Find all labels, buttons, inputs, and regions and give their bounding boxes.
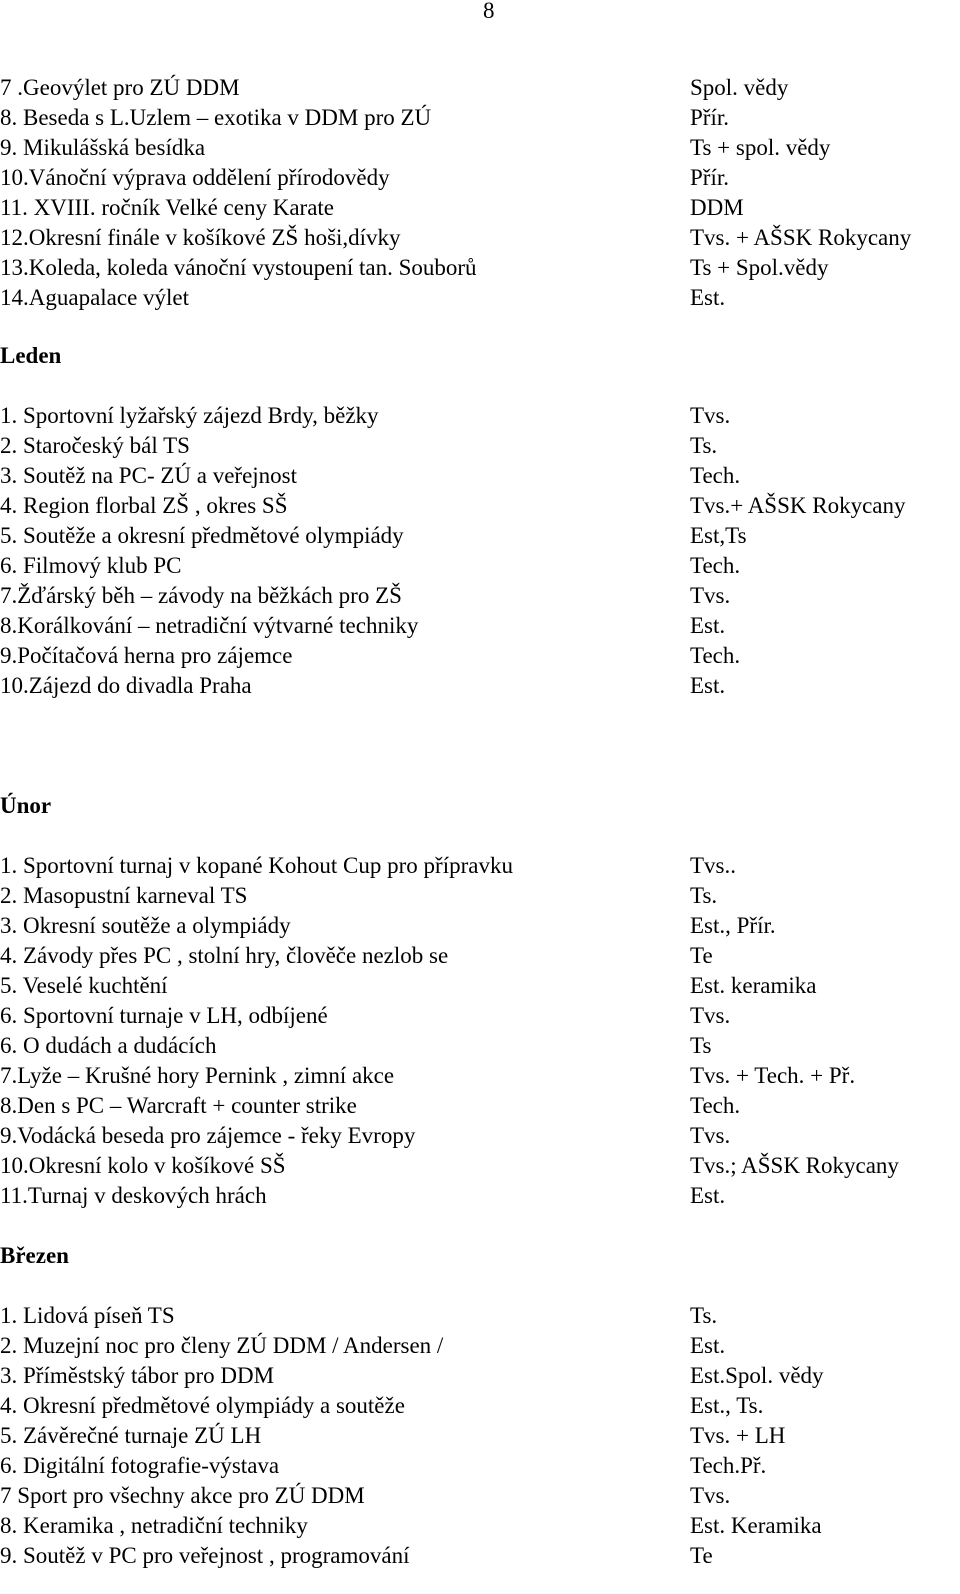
activity-name: 9. Mikulášská besídka xyxy=(0,135,206,160)
activity-name: 10.Vánoční výprava oddělení přírodovědy xyxy=(0,165,390,190)
list-item xyxy=(0,671,960,701)
department: Tvs. xyxy=(690,1123,731,1148)
list-item xyxy=(0,521,960,551)
activity-name: 2. Muzejní noc pro členy ZÚ DDM / Andersen / xyxy=(0,1333,444,1358)
activity-name: 11. XVIII. ročník Velké ceny Karate xyxy=(0,195,335,220)
section-list-unor xyxy=(0,851,960,1211)
list-item xyxy=(0,1451,960,1481)
list-item xyxy=(0,103,960,133)
department: DDM xyxy=(690,195,744,220)
department: Tvs.+ AŠSK Rokycany xyxy=(690,493,906,518)
department: Te xyxy=(690,943,713,968)
activity-name: 4. Závody přes PC , stolní hry, člověče nezlob se xyxy=(0,943,449,968)
department: Ts. xyxy=(690,883,718,908)
department: Te xyxy=(690,1543,713,1568)
activity-name: 14.Aguapalace výlet xyxy=(0,285,190,310)
activity-name: 8. Beseda s L.Uzlem – exotika v DDM pro ZÚ xyxy=(0,105,432,130)
list-item xyxy=(0,581,960,611)
department: Tvs. xyxy=(690,1483,731,1508)
activity-name: 13.Koleda, koleda vánoční vystoupení tan. Souborů xyxy=(0,255,477,280)
list-item xyxy=(0,431,960,461)
activity-name: 5. Soutěže a okresní předmětové olympiády xyxy=(0,523,404,548)
activity-name: 1. Sportovní lyžařský zájezd Brdy, běžky xyxy=(0,403,379,428)
section-heading-unor: Únor xyxy=(0,793,52,818)
activity-name: 9.Počítačová herna pro zájemce xyxy=(0,643,293,668)
list-item xyxy=(0,491,960,521)
section-list-leden xyxy=(0,401,960,701)
list-item xyxy=(0,881,960,911)
activity-name: 7 .Geovýlet pro ZÚ DDM xyxy=(0,75,240,100)
list-item xyxy=(0,1061,960,1091)
department: Tvs. + LH xyxy=(690,1423,786,1448)
department: Tech. xyxy=(690,643,741,668)
department: Tech.Př. xyxy=(690,1453,767,1478)
department: Tvs. + AŠSK Rokycany xyxy=(690,225,912,250)
activity-name: 2. Staročeský bál TS xyxy=(0,433,190,458)
list-item xyxy=(0,283,960,313)
department: Est. xyxy=(690,1183,726,1208)
activity-name: 2. Masopustní karneval TS xyxy=(0,883,248,908)
department: Ts + spol. vědy xyxy=(690,135,831,160)
department: Ts + Spol.vědy xyxy=(690,255,829,280)
list-item xyxy=(0,941,960,971)
department: Est.Spol. vědy xyxy=(690,1363,824,1388)
section-heading-brezen: Březen xyxy=(0,1243,69,1268)
list-item xyxy=(0,641,960,671)
activity-name: 6. Digitální fotografie-výstava xyxy=(0,1453,280,1478)
activity-name: 7 Sport pro všechny akce pro ZÚ DDM xyxy=(0,1483,365,1508)
list-item xyxy=(0,1421,960,1451)
department: Est. xyxy=(690,613,726,638)
list-item xyxy=(0,1121,960,1151)
intro-list xyxy=(0,73,960,313)
list-item xyxy=(0,1181,960,1211)
department: Spol. vědy xyxy=(690,75,789,100)
list-item xyxy=(0,133,960,163)
list-item xyxy=(0,1481,960,1511)
activity-name: 1. Lidová píseň TS xyxy=(0,1303,175,1328)
list-item xyxy=(0,1031,960,1061)
list-item xyxy=(0,551,960,581)
list-item xyxy=(0,253,960,283)
list-item xyxy=(0,1331,960,1361)
activity-name: 6. Sportovní turnaje v LH, odbíjené xyxy=(0,1003,328,1028)
department: Ts. xyxy=(690,433,718,458)
department: Tvs. xyxy=(690,1003,731,1028)
department: Tvs.; AŠSK Rokycany xyxy=(690,1153,899,1178)
activity-name: 5. Závěrečné turnaje ZÚ LH xyxy=(0,1423,262,1448)
activity-name: 3. Příměstský tábor pro DDM xyxy=(0,1363,275,1388)
list-item xyxy=(0,611,960,641)
list-item xyxy=(0,1511,960,1541)
department: Est,Ts xyxy=(690,523,747,548)
department: Tech. xyxy=(690,553,741,578)
department: Est. xyxy=(690,673,726,698)
activity-name: 1. Sportovní turnaj v kopané Kohout Cup pro přípravku xyxy=(0,853,513,878)
activity-name: 3. Okresní soutěže a olympiády xyxy=(0,913,291,938)
department: Est., Ts. xyxy=(690,1393,764,1418)
list-item xyxy=(0,1091,960,1121)
list-item xyxy=(0,1541,960,1571)
department: Tvs. xyxy=(690,583,731,608)
list-item xyxy=(0,911,960,941)
department: Přír. xyxy=(690,165,729,190)
list-item xyxy=(0,223,960,253)
department: Est. Keramika xyxy=(690,1513,822,1538)
list-item xyxy=(0,1001,960,1031)
activity-name: 8.Den s PC – Warcraft + counter strike xyxy=(0,1093,357,1118)
activity-name: 9.Vodácká beseda pro zájemce - řeky Evropy xyxy=(0,1123,416,1148)
list-item xyxy=(0,73,960,103)
department: Tvs. xyxy=(690,403,731,428)
activity-name: 8. Keramika , netradiční techniky xyxy=(0,1513,308,1538)
list-item xyxy=(0,1361,960,1391)
activity-name: 6. O dudách a dudácích xyxy=(0,1033,217,1058)
list-item xyxy=(0,163,960,193)
list-item xyxy=(0,401,960,431)
department: Est. xyxy=(690,285,726,310)
department: Ts xyxy=(690,1033,712,1058)
activity-name: 9. Soutěž v PC pro veřejnost , programování xyxy=(0,1543,410,1568)
page-number: 8 xyxy=(483,0,495,23)
list-item xyxy=(0,971,960,1001)
department: Přír. xyxy=(690,105,729,130)
activity-name: 3. Soutěž na PC- ZÚ a veřejnost xyxy=(0,463,298,488)
activity-name: 4. Region florbal ZŠ , okres SŠ xyxy=(0,493,288,518)
list-item xyxy=(0,193,960,223)
activity-name: 12.Okresní finále v košíkové ZŠ hoši,dívky xyxy=(0,225,401,250)
activity-name: 5. Veselé kuchtění xyxy=(0,973,168,998)
activity-name: 10.Okresní kolo v košíkové SŠ xyxy=(0,1153,286,1178)
list-item xyxy=(0,1391,960,1421)
department: Est. xyxy=(690,1333,726,1358)
activity-list xyxy=(0,73,960,1571)
department: Ts. xyxy=(690,1303,718,1328)
activity-name: 7.Lyže – Krušné hory Pernink , zimní akce xyxy=(0,1063,395,1088)
list-item xyxy=(0,851,960,881)
list-item xyxy=(0,1301,960,1331)
department: Tvs. + Tech. + Př. xyxy=(690,1063,856,1088)
department: Tvs.. xyxy=(690,853,736,878)
section-heading-leden: Leden xyxy=(0,343,62,368)
activity-name: 11.Turnaj v deskových hrách xyxy=(0,1183,267,1208)
department: Tech. xyxy=(690,1093,741,1118)
activity-name: 7.Žďárský běh – závody na běžkách pro ZŠ xyxy=(0,583,402,608)
list-item xyxy=(0,1151,960,1181)
department: Est. keramika xyxy=(690,973,817,998)
activity-name: 8.Korálkování – netradiční výtvarné techniky xyxy=(0,613,419,638)
activity-name: 10.Zájezd do divadla Praha xyxy=(0,673,252,698)
section-list-brezen xyxy=(0,1301,960,1571)
list-item xyxy=(0,461,960,491)
activity-name: 4. Okresní předmětové olympiády a soutěže xyxy=(0,1393,405,1418)
activity-name: 6. Filmový klub PC xyxy=(0,553,182,578)
department: Tech. xyxy=(690,463,741,488)
department: Est., Přír. xyxy=(690,913,776,938)
